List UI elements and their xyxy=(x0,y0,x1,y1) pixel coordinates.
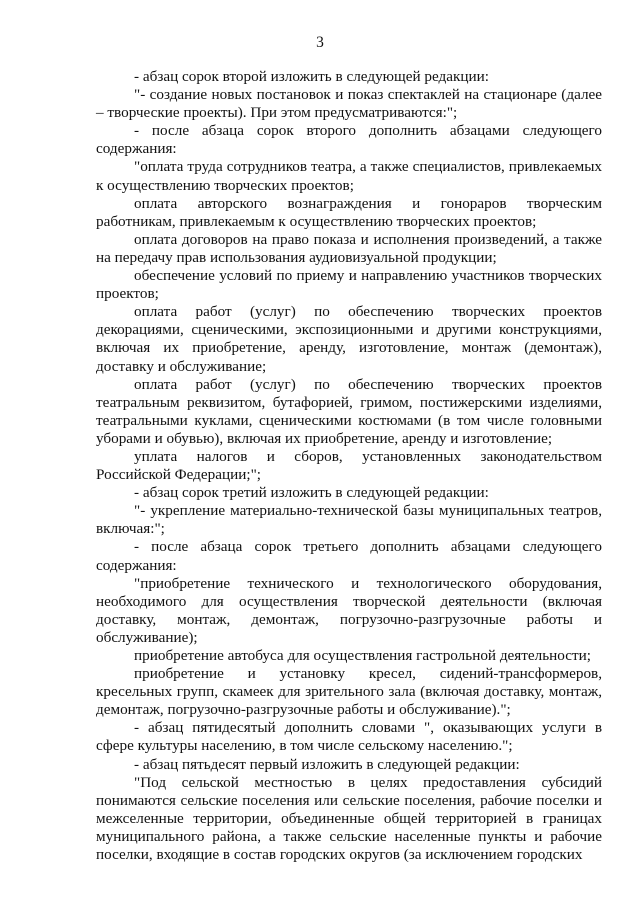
paragraph: - абзац сорок третий изложить в следующей редакции: xyxy=(134,484,489,502)
paragraph: - после абзаца сорок третьего дополнить абзацами следующего содержания: xyxy=(96,538,602,574)
paragraph: "- создание новых постановок и показ спектаклей на стационаре (далее – творческие проекты). При этом предусматриваются:"; xyxy=(96,86,602,122)
paragraph: уплата налогов и сборов, установленных законодательством Российской Федерации;"; xyxy=(96,447,602,484)
document-body xyxy=(96,68,602,864)
paragraph: оплата работ (услуг) по обеспечению творческих проектов театральным реквизитом, бутафорией, гримом, постижерскими изделиями, театральными куклами, сценическими костюмами (в том числе головными уборами и обувью), включая их приобретение, аренду и изготовление; xyxy=(96,375,602,447)
paragraph: приобретение автобуса для осуществления гастрольной деятельности; xyxy=(134,647,591,664)
paragraph: "оплата труда сотрудников театра, а также специалистов, привлекаемых к осуществлению творческих проектов; xyxy=(96,158,602,194)
paragraph: оплата работ (услуг) по обеспечению творческих проектов декорациями, сценическими, экспозиционными и другими конструкциями, включая их приобретение, аренду, изготовление, монтаж (демонтаж), доставку и обслуживание; xyxy=(96,303,602,375)
paragraph: - после абзаца сорок второго дополнить абзацами следующего содержания: xyxy=(96,122,602,158)
paragraph: обеспечение условий по приему и направлению участников творческих проектов; xyxy=(96,267,602,303)
paragraph: "приобретение технического и технологического оборудования, необходимого для осуществления творческой деятельности (включая доставку, монтаж, демонтаж, погрузочно-разгрузочные работы и обслуживание); xyxy=(96,574,602,646)
paragraph: "Под сельской местностью в целях предоставления субсидий понимаются сельские поселения или сельские поселения, рабочие поселки и межселенные территории, объединенные общей территорией в границах муниципального района, а также сельские населенные пункты и рабочие поселки, входящие в состав городских округов (за исключением городских xyxy=(96,773,602,864)
paragraph: оплата авторского вознаграждения и гонораров творческим работникам, привлекаемым к осуществлению творческих проектов; xyxy=(96,194,602,230)
page-number: 3 xyxy=(316,34,324,51)
paragraph: - абзац сорок второй изложить в следующей редакции: xyxy=(134,68,489,85)
paragraph: - абзац пятидесятый дополнить словами ", оказывающих услуги в сфере культуры населению, в том числе сельскому населению."; xyxy=(96,719,602,755)
paragraph: приобретение и установку кресел, сидений-трансформеров, кресельных групп, скамеек для зрительного зала (включая доставку, монтаж, демонтаж, погрузочно-разгрузочные работы и обслуживание)."; xyxy=(96,665,602,719)
paragraph: оплата договоров на право показа и исполнения произведений, а также на передачу прав использования аудиовизуальной продукции; xyxy=(96,230,602,266)
paragraph: "- укрепление материально-технической базы муниципальных театров, включая:"; xyxy=(96,502,602,538)
paragraph: - абзац пятьдесят первый изложить в следующей редакции: xyxy=(134,755,520,773)
